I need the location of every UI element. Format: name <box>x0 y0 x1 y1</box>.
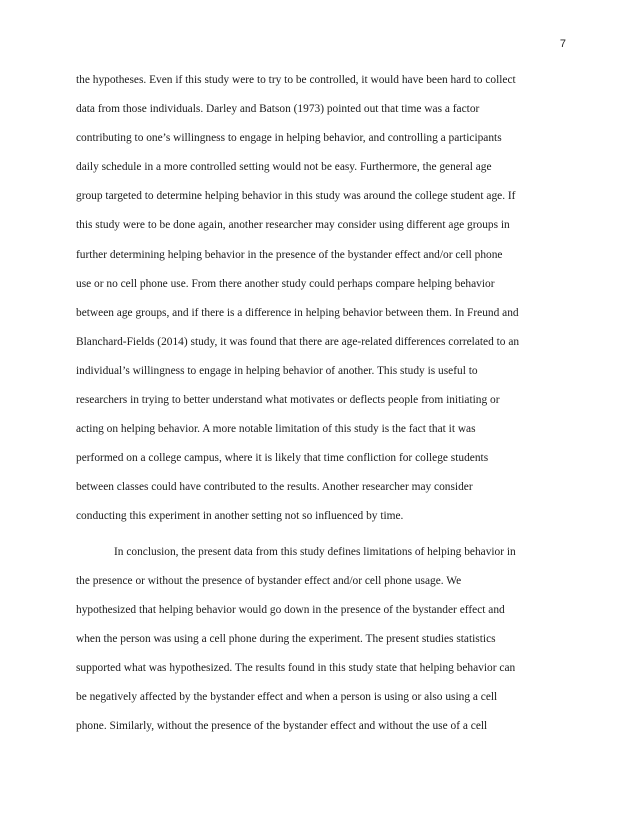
text-line: between age groups, and if there is a difference in helping behavior between them. In Freund and <box>76 306 519 319</box>
text-line: In conclusion, the present data from this study defines limitations of helping behavior in <box>114 545 516 558</box>
text-line: further determining helping behavior in the presence of the bystander effect and/or cell phone <box>76 248 503 261</box>
text-line: daily schedule in a more controlled setting would not be easy. Furthermore, the general age <box>76 161 492 174</box>
text-line: group targeted to determine helping behavior in this study was around the college student age. If <box>76 190 516 203</box>
text-line: phone. Similarly, without the presence of the bystander effect and without the use of a cell <box>76 720 488 733</box>
text-line: between classes could have contributed to the results. Another researcher may consider <box>76 481 473 494</box>
paragraph <box>76 66 566 532</box>
text-line: Blanchard-Fields (2014) study, it was found that there are age-related differences correlated to an <box>76 335 520 348</box>
text-line: acting on helping behavior. A more notable limitation of this study is the fact that it was <box>76 423 476 436</box>
text-line: data from those individuals. Darley and Batson (1973) pointed out that time was a factor <box>76 103 480 116</box>
text-line: individual’s willingness to engage in helping behavior of another. This study is useful to <box>76 364 478 377</box>
text-line: supported what was hypothesized. The results found in this study state that helping behavior can <box>76 661 516 674</box>
text-line: researchers in trying to better understand what motivates or deflects people from initiating or <box>76 394 500 407</box>
text-line: contributing to one’s willingness to engage in helping behavior, and controlling a participants <box>76 132 502 145</box>
text-line: conducting this experiment in another setting not so influenced by time. <box>76 510 404 523</box>
text-line: this study were to be done again, another researcher may consider using different age groups in <box>76 219 510 232</box>
body-text <box>76 66 566 741</box>
page-number: 7 <box>559 38 566 50</box>
text-line: be negatively affected by the bystander effect and when a person is using or also using a cell <box>76 690 498 703</box>
text-line: the hypotheses. Even if this study were to try to be controlled, it would have been hard to collect <box>76 74 516 86</box>
paragraph <box>76 532 566 742</box>
text-line: when the person was using a cell phone during the experiment. The present studies statistics <box>76 632 496 645</box>
text-line: performed on a college campus, where it is likely that time confliction for college students <box>76 452 489 465</box>
text-line: hypothesized that helping behavior would go down in the presence of the bystander effect and <box>76 603 505 616</box>
text-line: use or no cell phone use. From there another study could perhaps compare helping behavior <box>76 277 495 290</box>
text-line: the presence or without the presence of bystander effect and/or cell phone usage. We <box>76 574 462 587</box>
